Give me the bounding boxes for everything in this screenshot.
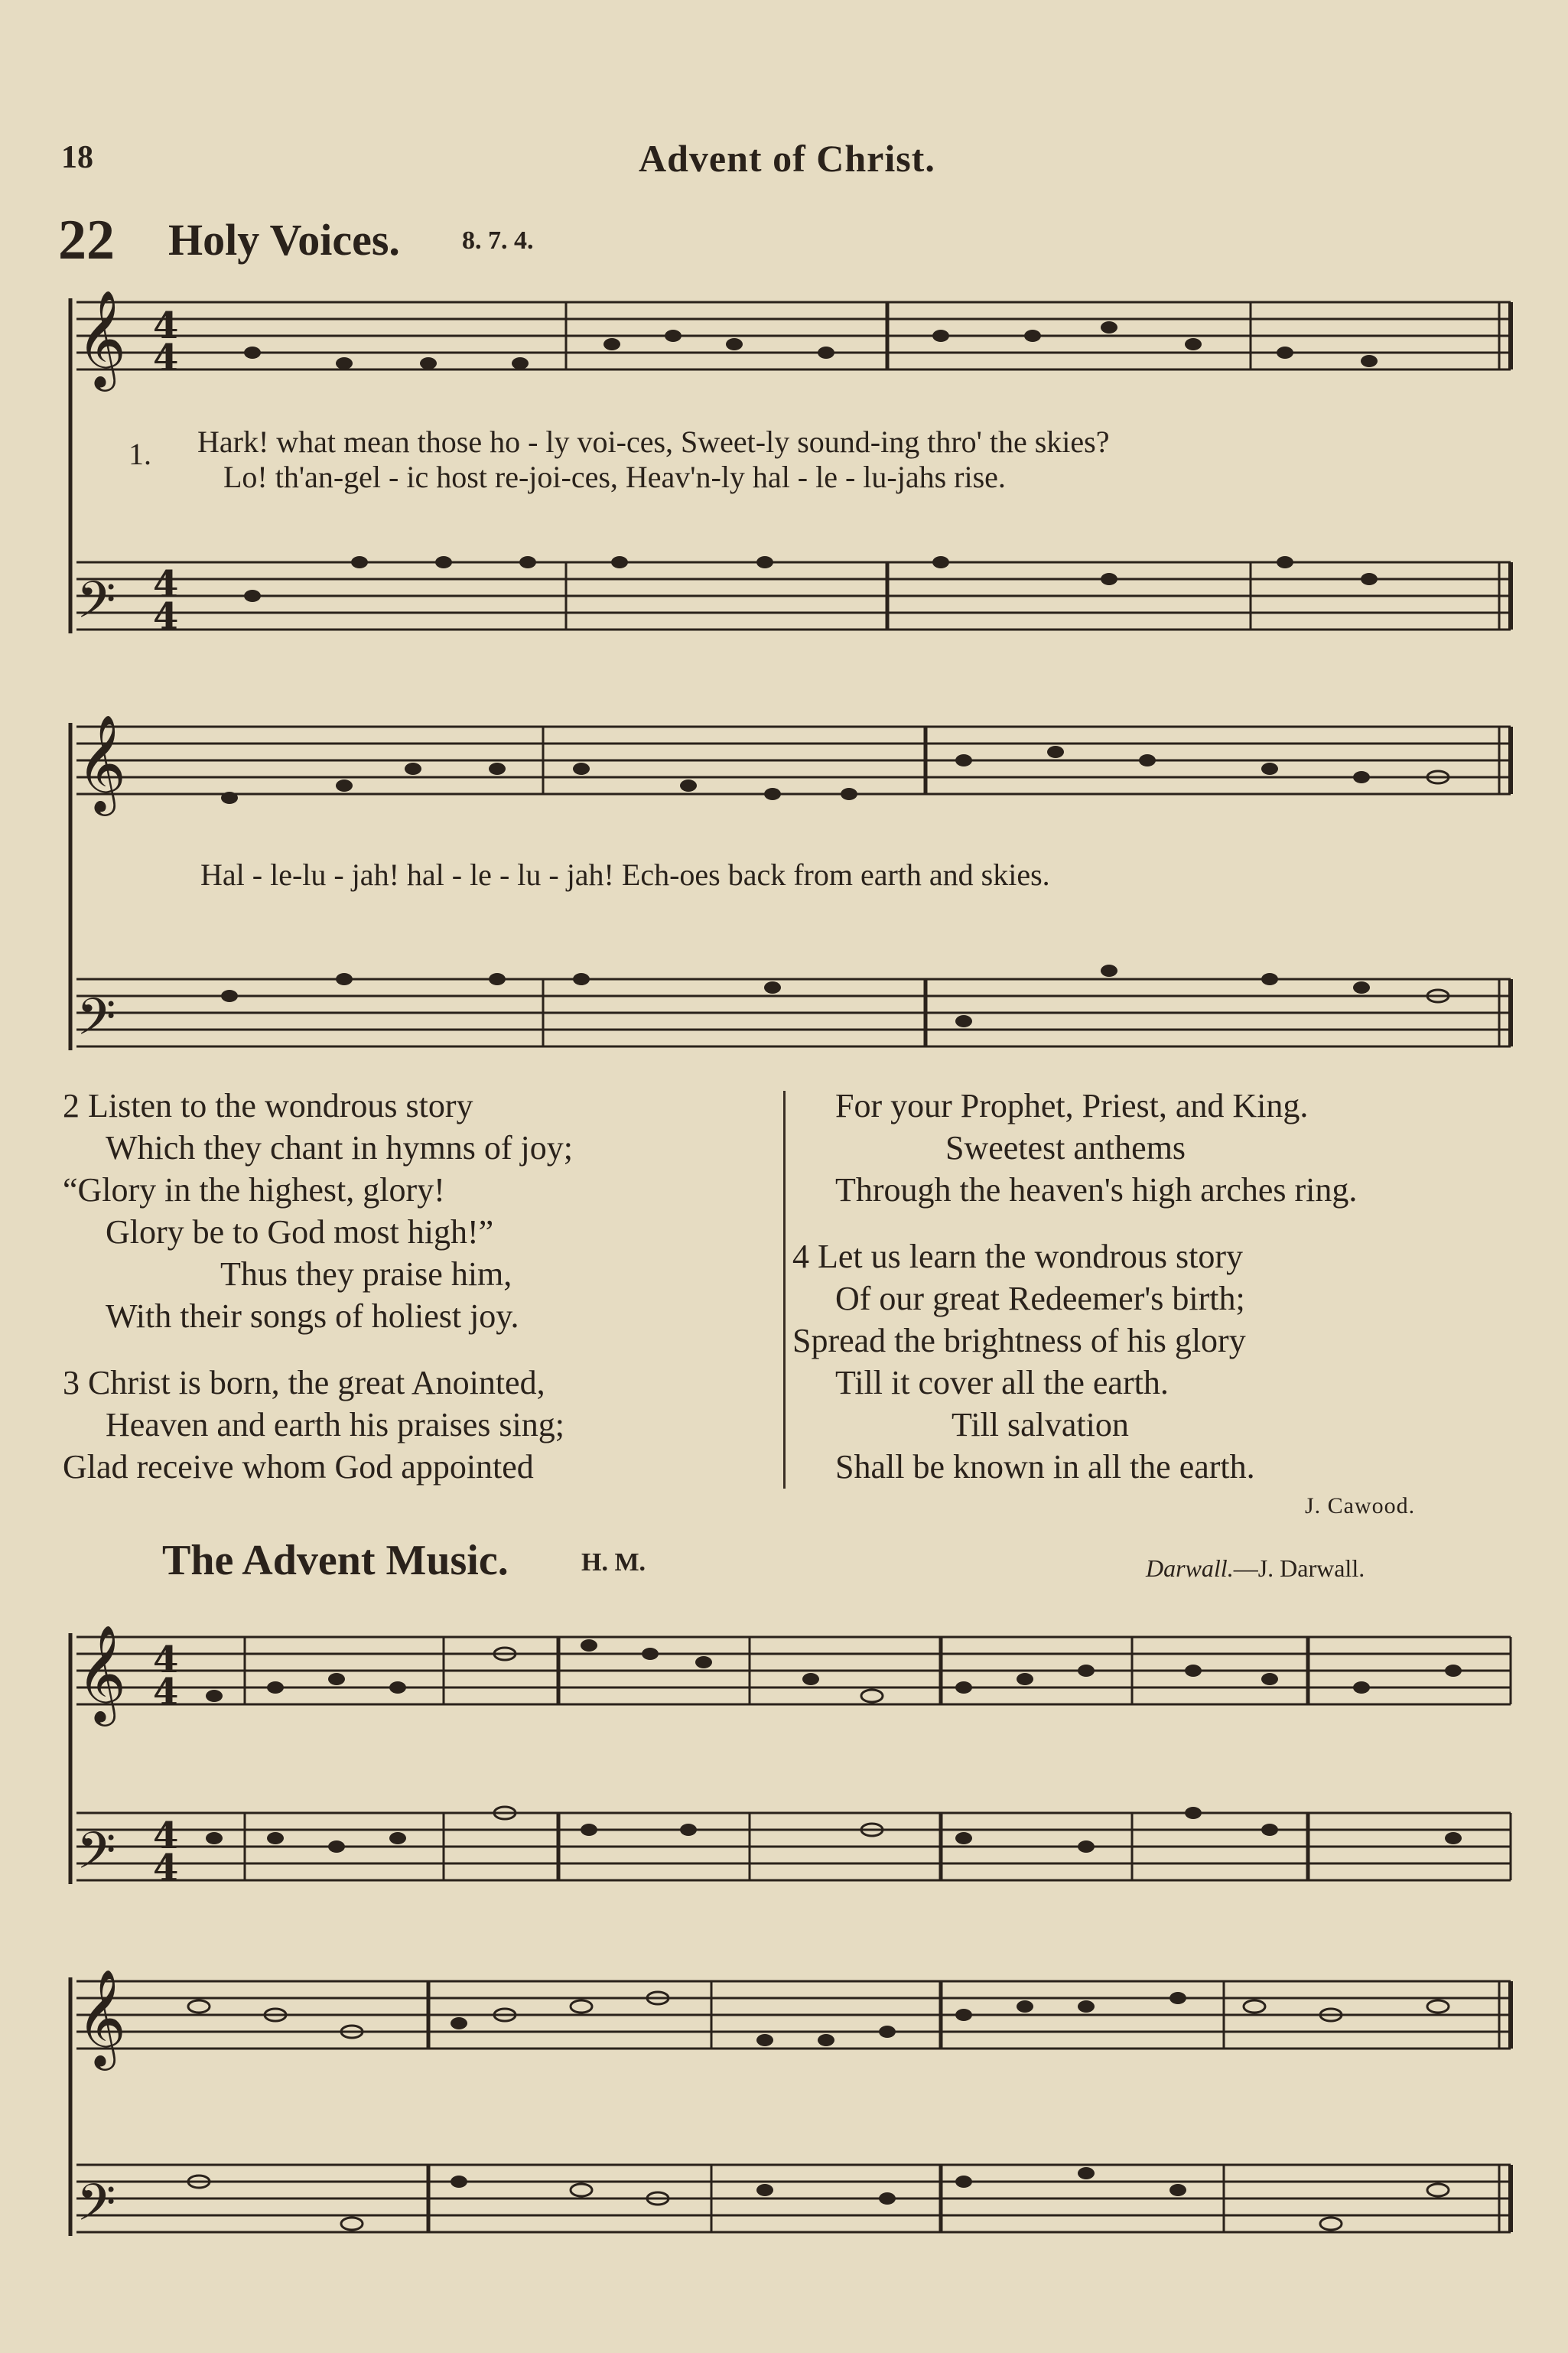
stanza-3-line-1: 3 Christ is born, the great Anointed, xyxy=(63,1364,545,1401)
stanza-2-line-5: Thus they praise him, xyxy=(220,1255,512,1293)
lyric-line-3: Hal - le-lu - jah! hal - le - lu - jah! Ech-oes back from earth and skies. xyxy=(200,858,1050,892)
stanza-4-line-1: 4 Let us learn the wondrous story xyxy=(792,1238,1243,1275)
stanza-2-line-6: With their songs of holiest joy. xyxy=(106,1297,519,1335)
stanza-4-line-5: Till salvation xyxy=(952,1406,1129,1443)
tune-title: The Advent Music. xyxy=(162,1537,509,1584)
svg-text:𝄢: 𝄢 xyxy=(76,2173,116,2244)
tune-name: Darwall. xyxy=(1146,1554,1234,1582)
stanza-3-line-3: Glad receive whom God appointed xyxy=(63,1448,534,1486)
svg-text:4: 4 xyxy=(153,563,179,606)
running-head: Advent of Christ. xyxy=(639,137,935,180)
stanza-2-line-3: “Glory in the highest, glory! xyxy=(63,1171,445,1209)
svg-text:4: 4 xyxy=(153,1814,179,1857)
stanza-4-line-6: Shall be known in all the earth. xyxy=(835,1448,1255,1486)
verse-number: 1. xyxy=(128,437,151,471)
music-system-4 xyxy=(0,1958,1568,2318)
svg-text:𝄞: 𝄞 xyxy=(76,289,127,387)
stanza-3-line-5: Sweetest anthems xyxy=(945,1129,1186,1167)
svg-text:𝄢: 𝄢 xyxy=(76,571,116,642)
hymn-author: J. Cawood. xyxy=(1305,1493,1416,1518)
music-system-2 xyxy=(0,704,1568,1086)
stanza-4-line-2: Of our great Redeemer's birth; xyxy=(835,1280,1245,1317)
hymn-number: 22 xyxy=(58,209,115,272)
music-system-3 xyxy=(0,1614,1568,1951)
hymn-title: Holy Voices. xyxy=(168,215,400,265)
stanza-3-line-4: For your Prophet, Priest, and King. xyxy=(835,1087,1309,1124)
stanza-3-line-6: Through the heaven's high arches ring. xyxy=(835,1171,1358,1209)
svg-text:𝄢: 𝄢 xyxy=(76,988,116,1059)
svg-text:4: 4 xyxy=(153,1847,179,1889)
tune-attribution xyxy=(1146,1554,1365,1583)
stanza-4-line-3: Spread the brightness of his glory xyxy=(792,1322,1246,1359)
lyric-line-2: Lo! th'an-gel - ic host re-joi-ces, Heav'n-ly hal - le - lu-jahs rise. xyxy=(223,460,1006,494)
tune-meter: H. M. xyxy=(581,1548,646,1577)
svg-text:4: 4 xyxy=(153,1639,179,1681)
stanza-3-line-2: Heaven and earth his praises sing; xyxy=(106,1406,564,1443)
svg-text:4: 4 xyxy=(153,337,179,379)
lyric-line-1: Hark! what mean those ho - ly voi-ces, Sweet-ly sound-ing thro' the skies? xyxy=(197,425,1110,459)
tune-composer: —J. Darwall. xyxy=(1233,1554,1365,1582)
svg-text:4: 4 xyxy=(153,1671,179,1713)
stanza-2-line-1: 2 Listen to the wondrous story xyxy=(63,1087,473,1124)
hymn-meter: 8. 7. 4. xyxy=(462,226,534,255)
column-divider xyxy=(783,1091,786,1489)
stanza-2-line-2: Which they chant in hymns of joy; xyxy=(106,1129,573,1167)
svg-text:4: 4 xyxy=(153,304,179,347)
svg-text:𝄢: 𝄢 xyxy=(76,1821,116,1892)
stanza-2-line-4: Glory be to God most high!” xyxy=(106,1213,494,1251)
svg-text:𝄞: 𝄞 xyxy=(76,1624,127,1722)
svg-text:𝄞: 𝄞 xyxy=(76,1968,127,2066)
svg-text:𝄞: 𝄞 xyxy=(76,714,127,812)
svg-text:4: 4 xyxy=(153,595,179,638)
stanza-4-line-4: Till it cover all the earth. xyxy=(835,1364,1169,1401)
page-number: 18 xyxy=(61,140,93,175)
